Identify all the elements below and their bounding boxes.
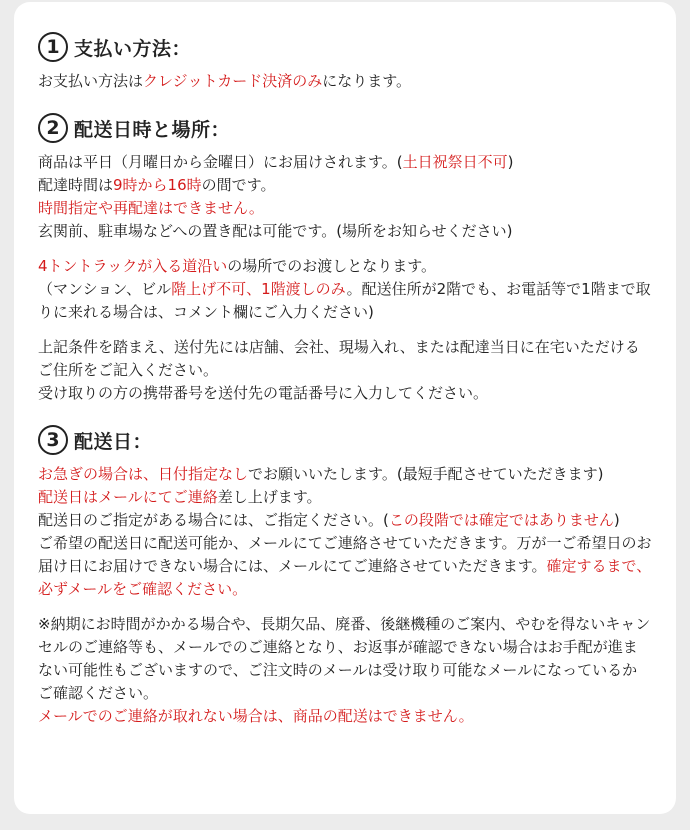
body-text: 差し上げます。	[217, 488, 322, 506]
paragraph	[38, 174, 652, 197]
section-spacer	[38, 93, 652, 113]
section-number-badge: 1	[38, 32, 68, 62]
paragraph	[38, 486, 652, 509]
paragraph	[38, 532, 652, 601]
section-heading	[38, 425, 652, 455]
highlight-text: 確定するまで、必ずメールをご確認ください。	[38, 557, 652, 598]
section-number-badge: 2	[38, 113, 68, 143]
highlight-text: 階上げ不可、1階渡しのみ	[171, 280, 347, 298]
section-heading	[38, 32, 652, 62]
paragraph	[38, 197, 652, 220]
body-text: 配達時間は	[38, 176, 114, 194]
paragraph	[38, 613, 652, 705]
body-text: でお願いいたします。(最短手配させていただきます)	[248, 465, 604, 483]
paragraph-spacer	[38, 243, 652, 255]
body-text: 玄関前、駐車場などへの置き配は可能です。(場所をお知らせください)	[38, 222, 513, 240]
body-text: の間です。	[201, 176, 276, 194]
highlight-text: お急ぎの場合は、日付指定なし	[38, 465, 249, 483]
paragraph	[38, 463, 652, 486]
highlight-text: 配送日はメールにてご連絡	[38, 488, 218, 506]
body-text: ※納期にお時間がかかる場合や、長期欠品、廃番、後継機種のご案内、やむを得ないキャンセルのご連絡等も、メールでのご連絡となり、お返事が確認できない場合はお手配が進まない可能性もございますので、ご注文時のメールは受け取り可能なメールになっているかご確認ください。	[38, 615, 651, 702]
delivery-info-card	[14, 2, 676, 814]
paragraph	[38, 336, 652, 382]
body-text: （マンション、ビル	[38, 280, 172, 298]
highlight-text: 土日祝祭日不可	[402, 153, 508, 171]
paragraph-spacer	[38, 324, 652, 336]
paragraph-spacer	[38, 601, 652, 613]
body-text: になります。	[322, 72, 412, 90]
body-text: の場所でのお渡しとなります。	[227, 257, 437, 275]
body-text: )	[507, 153, 514, 171]
paragraph	[38, 255, 652, 278]
paragraph	[38, 220, 652, 243]
section-spacer	[38, 405, 652, 425]
section-title: 支払い方法：	[74, 37, 192, 60]
highlight-text: 9時から16時	[113, 176, 202, 194]
highlight-text: メールでのご連絡が取れない場合は、商品の配送はできません。	[38, 707, 474, 725]
paragraph	[38, 151, 652, 174]
highlight-text: クレジットカード決済のみ	[143, 72, 323, 90]
body-text: ご希望の配送日に配送可能か、メールにてご連絡させていただきます。万が一ご希望日のお届け日にお届けできない場合には、メールにてご連絡させていただきます。	[38, 534, 652, 575]
paragraph	[38, 70, 652, 93]
highlight-text: この段階では確定ではありません	[388, 511, 614, 529]
section-heading	[38, 113, 652, 143]
paragraph	[38, 382, 652, 405]
body-text: 受け取りの方の携帯番号を送付先の電話番号に入力してください。	[38, 384, 489, 402]
body-text: お支払い方法は	[38, 72, 144, 90]
paragraph	[38, 509, 652, 532]
section-number-badge: 3	[38, 425, 68, 455]
body-text: 商品は平日（月曜日から金曜日）にお届けされます。(	[38, 153, 403, 171]
section-title: 配送日：	[74, 430, 153, 453]
highlight-text: 時間指定や再配達はできません。	[38, 199, 264, 217]
paragraph	[38, 278, 652, 324]
section-title: 配送日時と場所：	[74, 118, 231, 141]
highlight-text: 4トントラックが入る道沿い	[38, 257, 228, 275]
body-text: 上記条件を踏まえ、送付先には店舗、会社、現場入れ、または配達当日に在宅いただけるご住所をご記入ください。	[38, 338, 640, 379]
paragraph	[38, 705, 652, 728]
body-text: 。配送住所が2階でも、お電話等で1階まで取りに来れる場合は、コメント欄にご入力ください)	[38, 280, 651, 321]
body-text: 配送日のご指定がある場合には、ご指定ください。(	[38, 511, 389, 529]
body-text: )	[613, 511, 620, 529]
